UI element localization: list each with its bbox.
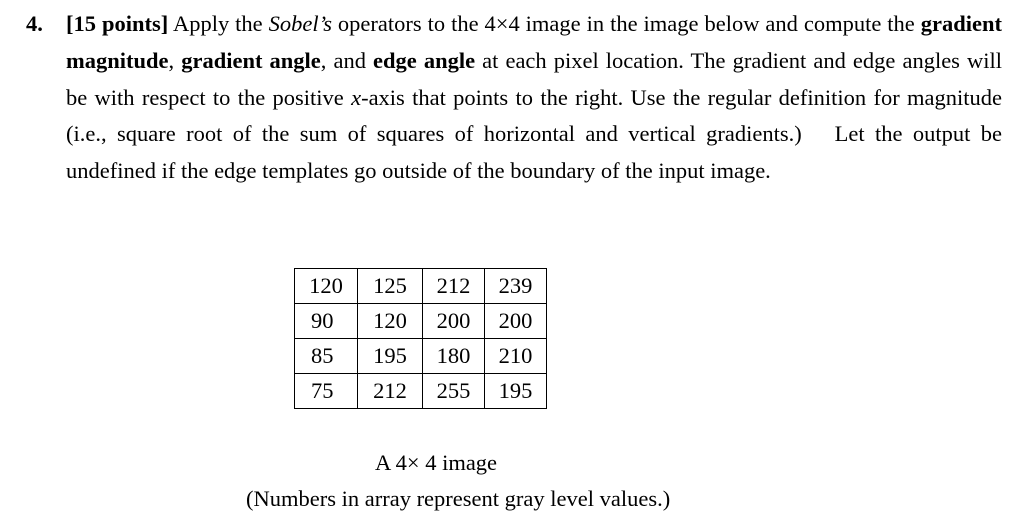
matrix-cell: 195 <box>358 339 423 374</box>
matrix-cell: 200 <box>423 304 485 339</box>
question-text-part: , <box>168 47 182 73</box>
matrix-cell: 210 <box>485 339 547 374</box>
question-text <box>66 6 1002 190</box>
matrix-cell: 125 <box>358 269 423 304</box>
question-text-part: Apply the <box>168 11 269 36</box>
question-number: 4. <box>26 11 43 36</box>
question-points: [15 points] <box>66 11 169 36</box>
matrix-row <box>295 374 547 409</box>
question-block <box>26 6 1002 190</box>
matrix-cell: 120 <box>358 304 423 339</box>
sobel-term: Sobel’s <box>268 11 332 36</box>
matrix-cell: 75 <box>295 374 358 409</box>
matrix-cell: 90 <box>295 304 358 339</box>
matrix-caption-title: A 4× 4 image <box>375 450 498 475</box>
matrix-cell: 212 <box>358 374 423 409</box>
matrix-cell: 212 <box>423 269 485 304</box>
matrix-cell: 180 <box>423 339 485 374</box>
x-axis-symbol: x <box>351 84 362 110</box>
matrix-caption-note: (Numbers in array represent gray level values.) <box>246 486 671 511</box>
matrix-cell: 195 <box>485 374 547 409</box>
matrix-row <box>295 269 547 304</box>
matrix-cell: 200 <box>485 304 547 339</box>
question-text-part: -axis that points to the right. Use the regular definition for magnitude (i.e., square root of the sum of squares of horizontal and vertical gradients.) Let the output be undefined if the edge templates go outside of the boundary of the input image. <box>66 84 1003 184</box>
question-text-part: at each pixel location. The gradient and edge angles will be with respect to the positive <box>66 47 1003 110</box>
matrix-cell: 239 <box>485 269 547 304</box>
question-text-part: , and <box>320 47 374 73</box>
matrix-cell: 255 <box>423 374 485 409</box>
matrix-row <box>295 339 547 374</box>
matrix-cell: 120 <box>295 269 358 304</box>
gradient-magnitude-term: gradient magnitude <box>66 11 1002 73</box>
matrix-cell: 85 <box>295 339 358 374</box>
image-matrix <box>294 268 547 409</box>
question-text-part: operators to the 4×4 image in the image below and compute the <box>331 11 921 36</box>
gradient-angle-term: gradient angle <box>181 47 321 73</box>
matrix-row <box>295 304 547 339</box>
edge-angle-term: edge angle <box>373 47 476 73</box>
